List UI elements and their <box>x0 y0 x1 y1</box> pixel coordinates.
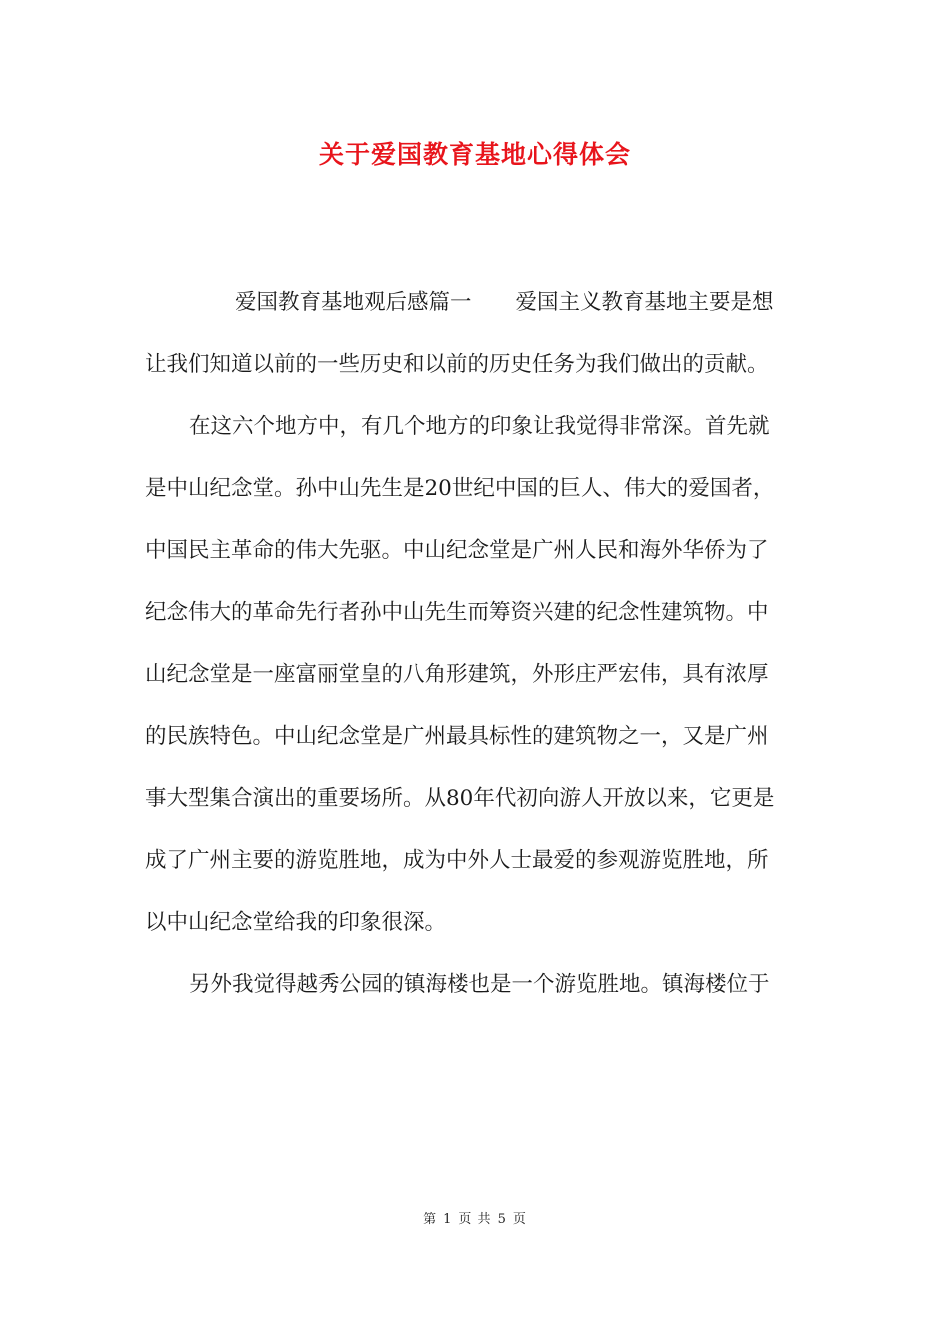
paragraph-2-line-7: 事大型集合演出的重要场所。从80年代初向游人开放以来，它更是 <box>145 786 775 811</box>
paragraph-2-line-8: 成了广州主要的游览胜地，成为中外人士最爱的参观游览胜地，所 <box>145 848 769 873</box>
paragraph-1-line-1 <box>145 272 805 334</box>
paragraph-2-line-6: 的民族特色。中山纪念堂是广州最具标性的建筑物之一，又是广州 <box>145 724 769 749</box>
paragraph-2-line-9: 以中山纪念堂给我的印象很深。 <box>145 910 447 935</box>
paragraph-2-line-1: 在这六个地方中，有几个地方的印象让我觉得非常深。首先就 <box>189 414 770 439</box>
footer-middle: 页 共 <box>458 1212 492 1227</box>
footer-suffix: 页 <box>512 1212 527 1227</box>
paragraph-1-line-2: 让我们知道以前的一些历史和以前的历史任务为我们做出的贡献。 <box>145 352 769 377</box>
paragraph-2-line-2: 是中山纪念堂。孙中山先生是20世纪中国的巨人、伟大的爱国者， <box>145 476 775 501</box>
paragraph-2 <box>145 396 805 954</box>
document-title: 关于爱国教育基地心得体会 <box>318 140 631 169</box>
paragraph-3-line-1: 另外我觉得越秀公园的镇海楼也是一个游览胜地。镇海楼位于 <box>189 972 770 997</box>
document-body <box>145 272 805 1016</box>
footer-page-number: 1 <box>443 1212 453 1227</box>
footer-prefix: 第 <box>423 1212 438 1227</box>
paragraph-2-line-4: 纪念伟大的革命先行者孙中山先生而筹资兴建的纪念性建筑物。中 <box>145 600 769 625</box>
paragraph-2-line-3: 中国民主革命的伟大先驱。中山纪念堂是广州人民和海外华侨为了 <box>145 538 769 563</box>
section-heading: 爱国教育基地观后感篇一 <box>235 290 472 315</box>
paragraph-3 <box>145 954 805 1016</box>
paragraph-1-lead: 爱国主义教育基地主要是想 <box>515 290 774 315</box>
footer-total-pages: 5 <box>497 1212 507 1227</box>
paragraph-1 <box>145 272 805 396</box>
page-footer <box>0 1208 950 1227</box>
paragraph-2-line-5: 山纪念堂是一座富丽堂皇的八角形建筑，外形庄严宏伟，具有浓厚 <box>145 662 769 687</box>
